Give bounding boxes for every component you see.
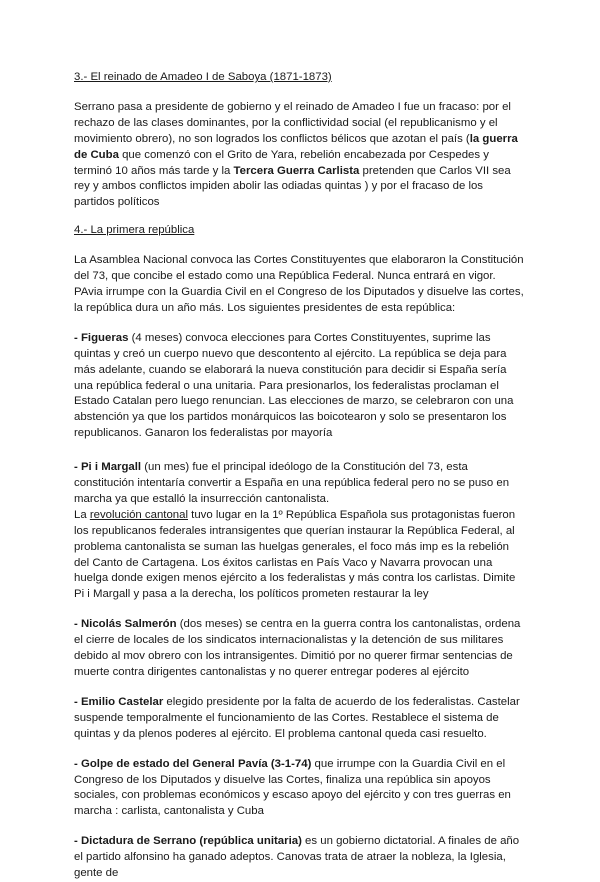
text: (4 meses) convoca elecciones para Cortes Constituyentes, suprime las quintas y creó un cuerpo nuevo que descontento al ejército. La república se deja para más adelante, cuando se elaborará la nueva constitución para decidir si España sería una república federal o una unitaria. Para presionarlos, los federalistas proclaman el Estado Catalan pero luego renuncian. Las elecciones de marzo, se celebraron con una abstención ya que los partidos monárquicos las boicotearon y solo se presentaron los republicanos. Ganaron los federalistas por mayoría xyxy=(74,331,514,440)
text: pretenden que Carlos VII sea rey y ambos conflictos impiden abolir las odiadas quintas ) y por el fracaso de los partidos políticos xyxy=(74,164,511,209)
castelar-paragraph xyxy=(74,695,526,743)
figueras-paragraph xyxy=(74,331,526,442)
text: La xyxy=(74,508,90,521)
bold-text: Tercera Guerra Carlista xyxy=(233,164,360,177)
text: elegido presidente por la falta de acuerdo de los federalistas. Castelar suspende temporalmente el funcionamiento de las Cortes. Restablece el sistema de quintas y da plenos poderes al ejército. El problema cantonal queda casi resuelto. xyxy=(74,695,520,740)
pavia-paragraph xyxy=(74,757,526,821)
text: tuvo lugar en la 1º República Española sus protagonistas fueron los republicanos federales intransigentes que querían instaurar la República Federal, al problema cantonalista se suman las huelgas generales, el foco más imp es la rebelión del Canto de Cartagena. Los éxitos carlistas en País Vaco y Navarra provocan una huelga donde exigen menos ejército a los federalistas y más contra los carlistas. Dimite Pi i Margall y pasa a la derecha, los políticos prometen restaurar la ley xyxy=(74,508,516,601)
text: (dos meses) se centra en la guerra contra los cantonalistas, ordena el cierre de locales de los sindicatos internacionalistas y la detención de sus militares debido al mov obrero con los intransigentes. Dimitió por no querer firmar sentencias de muerte contra dirigentes cantonalistas y no querer entregar poderes al ejército xyxy=(74,618,521,678)
cantonal-paragraph xyxy=(74,508,526,603)
revolucion-cantonal-link[interactable]: revolución cantonal xyxy=(89,508,188,521)
bold-text: la guerra de Cuba xyxy=(74,132,518,161)
section-3-paragraph xyxy=(74,100,526,211)
section-4-intro: La Asamblea Nacional convoca las Cortes Constituyentes que elaboraron la Constitución del 73, que concibe el estado como una República Federal. Nunca entrará en vigor. PAvia irrumpe con la Guardia Civil en el Congreso de los Diputados y disuelve las cortes, la república dura un año más. Los siguientes presidentes de esta república: xyxy=(74,254,524,314)
event-name: - Golpe de estado del General Pavía (3-1-74) xyxy=(74,757,312,770)
president-name: - Nicolás Salmerón xyxy=(74,618,177,631)
president-name: - Emilio Castelar xyxy=(74,695,164,708)
salmeron-paragraph xyxy=(74,617,526,681)
president-name: - Pi i Margall xyxy=(74,461,142,474)
text: Serrano pasa a presidente de gobierno y el reinado de Amadeo I fue un fracaso: por el rechazo de las clases dominantes, por la conflictividad social (el republicanismo y el movimiento obrero), no son logrados los conflictos bélicos que azotan el país ( xyxy=(74,100,511,145)
text: es un gobierno dictatorial. A finales de año el partido alfonsino ha ganado adeptos. Canovas trata de atraer la nobleza, la Iglesia, gente de xyxy=(74,835,520,880)
text: que irrumpe con la Guardia Civil en el Congreso de los Diputados y disuelve las Cortes, finaliza una república sin apoyos sociales, con problemas económicos y escaso apoyo del ejército y con tres guerras en marcha : carlista, cantonalista y Cuba xyxy=(74,757,511,818)
text: (un mes) fue el principal ideólogo de la Constitución del 73, esta constitución intentaría convertir a España en una república federal pero no se puso en marcha ya que estalló la insurrección cantonalista. xyxy=(74,461,510,505)
pimargall-paragraph xyxy=(74,460,526,508)
president-name: - Figueras xyxy=(74,331,129,344)
serrano-paragraph xyxy=(74,834,526,882)
section-3-heading: 3.- El reinado de Amadeo I de Saboya (1871-1873) xyxy=(74,71,332,83)
section-4-heading: 4.- La primera república xyxy=(74,224,195,237)
text: que comenzó con el Grito de Yara, rebelión encabezada por Cespedes y terminó 10 años más tarde y la xyxy=(74,148,489,177)
event-name: - Dictadura de Serrano (república unitaria) xyxy=(74,835,302,848)
